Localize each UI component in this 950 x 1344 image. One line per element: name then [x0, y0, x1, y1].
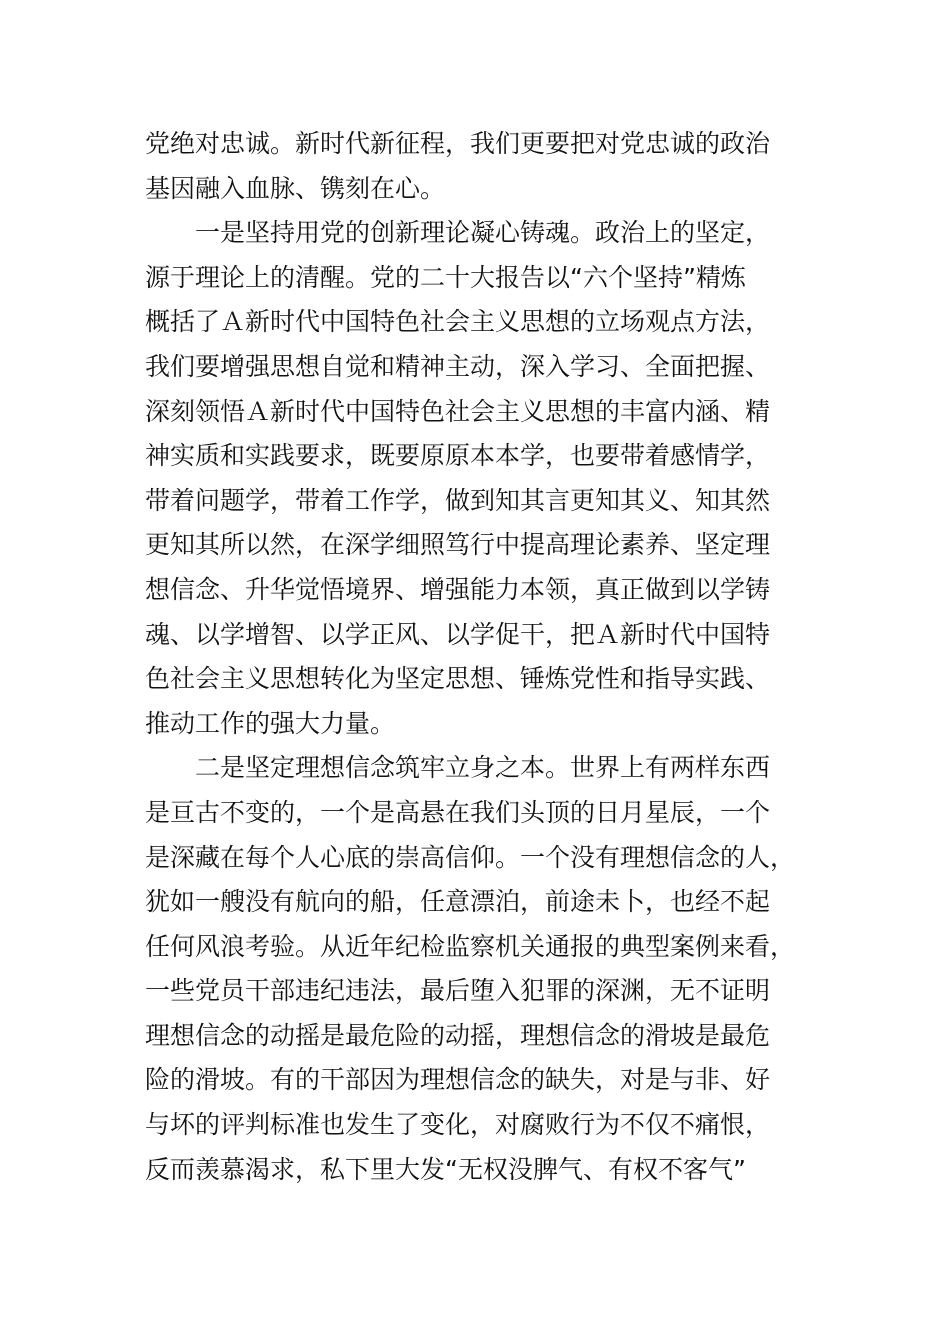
text-line: 反而羡慕渴求，私下里大发“无权没脾气、有权不客气”: [145, 1154, 746, 1184]
text-line: 神实质和实践要求，既要原原本本学，也要带着感情学，: [145, 441, 771, 471]
body-text: [145, 122, 805, 1192]
text-line: 魂、以学增智、以学正风、以学促干，把Ａ新时代中国特: [145, 619, 771, 649]
text-line: 党绝对忠诚。新时代新征程，我们更要把对党忠诚的政治: [145, 129, 771, 158]
text-line: 与坏的评判标准也发生了变化，对腐败行为不仅不痛恨，: [145, 1110, 771, 1140]
text-line: 任何风浪考验。从近年纪检监察机关通报的典型案例来看，: [145, 931, 796, 961]
text-line: 是深藏在每个人心底的崇高信仰。一个没有理想信念的人，: [145, 842, 796, 872]
text-line: 深刻领悟Ａ新时代中国特色社会主义思想的丰富内涵、精: [145, 396, 771, 426]
text-line: 基因融入血脉、镌刻在心。: [145, 173, 446, 203]
text-line: 概括了Ａ新时代中国特色社会主义思想的立场观点方法，: [145, 307, 771, 337]
text-line: 更知其所以然，在深学细照笃行中提高理论素养、坚定理: [145, 530, 771, 560]
text-line: 色社会主义思想转化为坚定思想、锤炼党性和指导实践、: [145, 664, 771, 694]
text-line: 源于理论上的清醒。党的二十大报告以“六个坚持”精炼: [145, 262, 746, 292]
text-line: 犹如一艘没有航向的船，任意漂泊，前途未卜，也经不起: [145, 887, 771, 917]
paragraph-first-line: 二是坚定理想信念筑牢立身之本。世界上有两样东西: [195, 753, 771, 783]
text-line: 险的滑坡。有的干部因为理想信念的缺失，对是与非、好: [145, 1065, 771, 1095]
text-line: 我们要增强思想自觉和精神主动，深入学习、全面把握、: [145, 351, 771, 381]
text-line: 想信念、升华觉悟境界、增强能力本领，真正做到以学铸: [145, 574, 771, 604]
text-line: 推动工作的强大力量。: [145, 708, 396, 738]
text-line: 一些党员干部违纪违法，最后堕入犯罪的深渊，无不证明: [145, 976, 771, 1006]
text-line: 是亘古不变的，一个是高悬在我们头顶的日月星辰，一个: [145, 797, 771, 827]
paragraph-first-line: 一是坚持用党的创新理论凝心铸魂。政治上的坚定，: [195, 218, 771, 248]
text-line: 理想信念的动摇是最危险的动摇，理想信念的滑坡是最危: [145, 1020, 771, 1050]
text-line: 带着问题学，带着工作学，做到知其言更知其义、知其然: [145, 485, 771, 515]
